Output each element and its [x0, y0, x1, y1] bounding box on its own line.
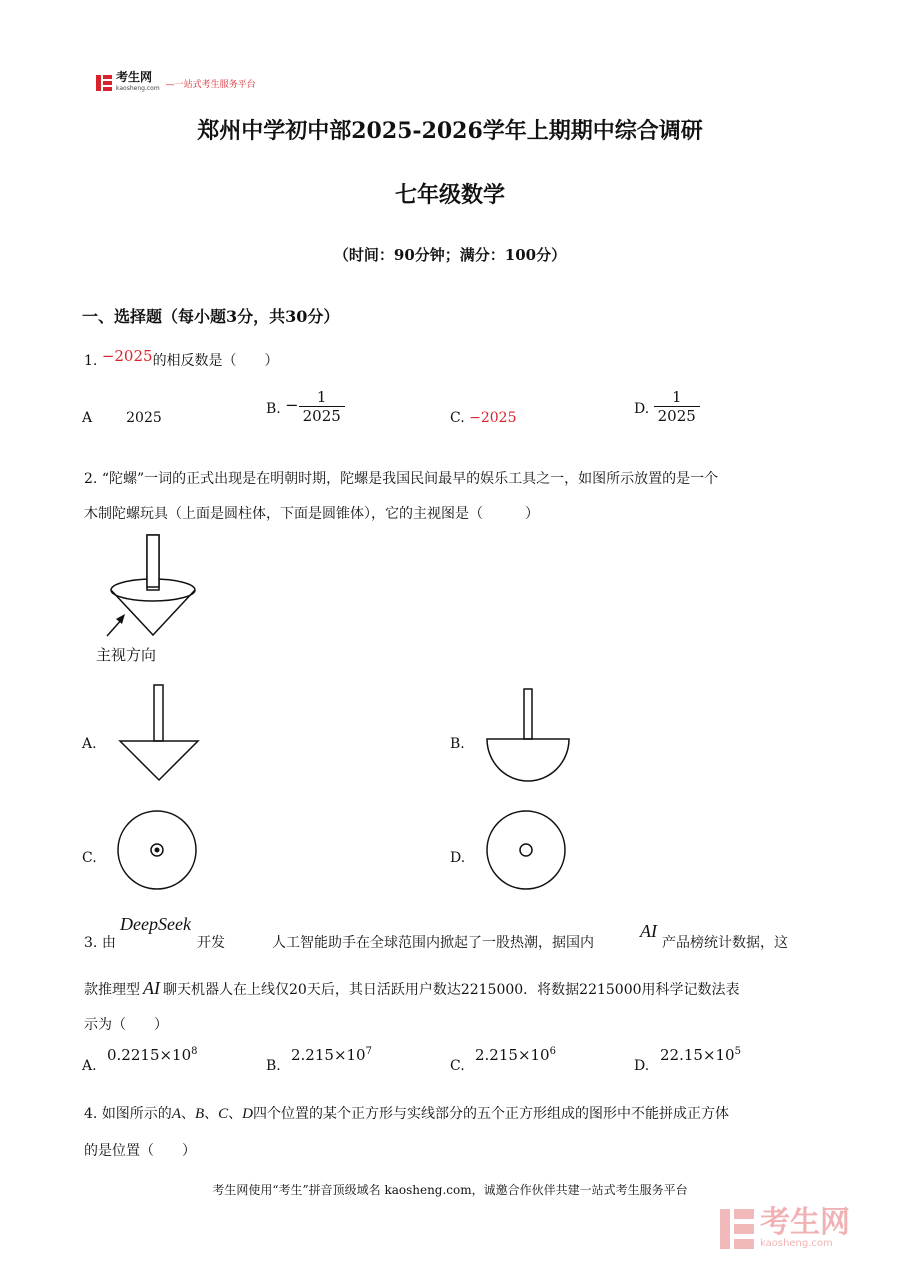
- option-label: C.: [450, 410, 465, 426]
- q1-number: 1.: [84, 353, 98, 369]
- q3-tail: 产品榜统计数据，这: [662, 935, 788, 951]
- ai-term: AI: [640, 921, 657, 941]
- deepseek-term: DeepSeek: [120, 914, 191, 934]
- pos-c: C: [218, 1106, 229, 1122]
- q2-option-c-figure: [115, 810, 201, 894]
- q3-kaifa: 开发: [197, 935, 225, 951]
- q2-text-1: “陀螺”一词的正式出现是在明朝时期，陀螺是我国民间最早的娱乐工具之一，如图所示放置的是一个: [101, 471, 719, 487]
- q3-option-b-label[interactable]: B.: [266, 1058, 281, 1074]
- q4-text: 四个位置的某个正方形与实线部分的五个正方形组成的图形中不能拼成正方体: [253, 1106, 730, 1122]
- minus-sign: −: [285, 395, 299, 415]
- q3-option-a: [107, 1046, 198, 1064]
- q1-option-c[interactable]: [450, 410, 516, 426]
- question-2-line2: 木制陀螺玩具（上面是圆柱体，下面是圆锥体），它的主视图是（ ）: [84, 506, 539, 522]
- question-4-line1: [84, 1103, 729, 1123]
- logo-icon: [96, 75, 112, 91]
- mantissa: 2.215×10: [291, 1046, 366, 1064]
- pos-d: D: [242, 1106, 254, 1122]
- sep: 、: [204, 1106, 219, 1122]
- site-logo: 考生网 kaosheng.com —一站式考生服务平台: [96, 72, 256, 94]
- question-1: [84, 347, 279, 370]
- q3-number: 3.: [84, 935, 98, 951]
- q1-option-a[interactable]: [82, 410, 162, 426]
- section-heading: 一、选择题（每小题3分，共30分）: [82, 307, 340, 326]
- q3-option-d: [660, 1046, 741, 1064]
- logo-brand: 考生网: [116, 70, 153, 84]
- q2-number: 2.: [84, 471, 98, 487]
- exponent: 8: [191, 1046, 198, 1057]
- mantissa: 2.215×10: [475, 1046, 550, 1064]
- question-2-line1: [84, 468, 718, 488]
- denominator: 2025: [654, 406, 700, 425]
- q3-option-c-label[interactable]: C.: [450, 1058, 465, 1074]
- ai-term-2: AI: [143, 978, 160, 998]
- logo-slogan: 一站式考生服务平台: [174, 79, 256, 90]
- q2-option-d-figure: [484, 810, 570, 894]
- q1-text: 的相反数是（ ）: [152, 353, 279, 369]
- q2-option-c-label[interactable]: C.: [82, 850, 97, 866]
- option-label: A: [82, 410, 93, 426]
- page-subtitle: 七年级数学: [394, 182, 505, 208]
- exponent: 7: [365, 1046, 372, 1057]
- q3-mid: 人工智能助手在全球范围内掀起了一股热潮，据国内: [272, 935, 594, 951]
- watermark-logo-icon: [720, 1209, 754, 1249]
- q3-option-d-label[interactable]: D.: [634, 1058, 650, 1074]
- fraction: [654, 388, 700, 425]
- option-label: B.: [266, 400, 281, 417]
- pos-a: A: [171, 1106, 181, 1122]
- mantissa: 0.2215×10: [107, 1046, 192, 1064]
- q2-option-a-figure: [115, 683, 205, 783]
- sep: 、: [180, 1106, 195, 1122]
- logo-domain: kaosheng.com: [116, 85, 160, 92]
- exponent: 6: [549, 1046, 556, 1057]
- watermark-brand: 考生网: [760, 1205, 850, 1240]
- q3-option-c: [475, 1046, 556, 1064]
- option-value: 2025: [126, 410, 162, 426]
- fraction: [299, 388, 345, 425]
- option-value: −2025: [469, 410, 517, 426]
- q3-pre: 由: [101, 935, 116, 951]
- q1-option-b[interactable]: [266, 388, 345, 425]
- numerator: 1: [316, 388, 327, 406]
- q3-line1-start: [84, 932, 116, 952]
- exponent: 5: [734, 1046, 741, 1057]
- q3-option-b: [291, 1046, 372, 1064]
- q3-line2: [84, 978, 740, 999]
- q4-number: 4.: [84, 1106, 98, 1122]
- numerator: 1: [671, 388, 682, 406]
- q2-option-b-figure: [484, 687, 574, 787]
- option-label: D.: [634, 400, 650, 417]
- q2-option-b-label[interactable]: B.: [450, 736, 465, 752]
- watermark: [720, 1205, 850, 1249]
- q2-option-a-label[interactable]: A.: [82, 736, 97, 752]
- question-4-line2: 的是位置（ ）: [84, 1143, 196, 1159]
- page-footer: 考生网使用“考生”拼音顶级域名 kaosheng.com，诚邀合作伙伴共建一站式考生服务平台: [212, 1183, 688, 1197]
- spinning-top-figure: [95, 530, 205, 640]
- q1-option-d[interactable]: [634, 388, 700, 425]
- q4-pre: 如图所示的: [101, 1106, 172, 1122]
- watermark-domain: kaosheng.com: [760, 1238, 833, 1249]
- mantissa: 22.15×10: [660, 1046, 735, 1064]
- exam-info: （时间：90分钟；满分：100分）: [333, 246, 567, 264]
- q1-expression: −2025: [101, 347, 153, 365]
- pos-b: B: [194, 1106, 205, 1122]
- view-direction-label: 主视方向: [96, 646, 157, 664]
- q3-line2b: 聊天机器人在上线仅20天后，其日活跃用户数达2215000．将数据2215000用科学记数法表: [163, 982, 740, 998]
- denominator: 2025: [299, 406, 345, 425]
- q3-line2a: 款推理型: [84, 982, 140, 998]
- page-title: 郑州中学初中部2025-2026学年上期期中综合调研: [197, 118, 703, 144]
- q3-line3: 示为（ ）: [84, 1017, 168, 1033]
- sep: 、: [228, 1106, 243, 1122]
- q2-option-d-label[interactable]: D.: [450, 850, 466, 866]
- q3-option-a-label[interactable]: A.: [82, 1058, 97, 1074]
